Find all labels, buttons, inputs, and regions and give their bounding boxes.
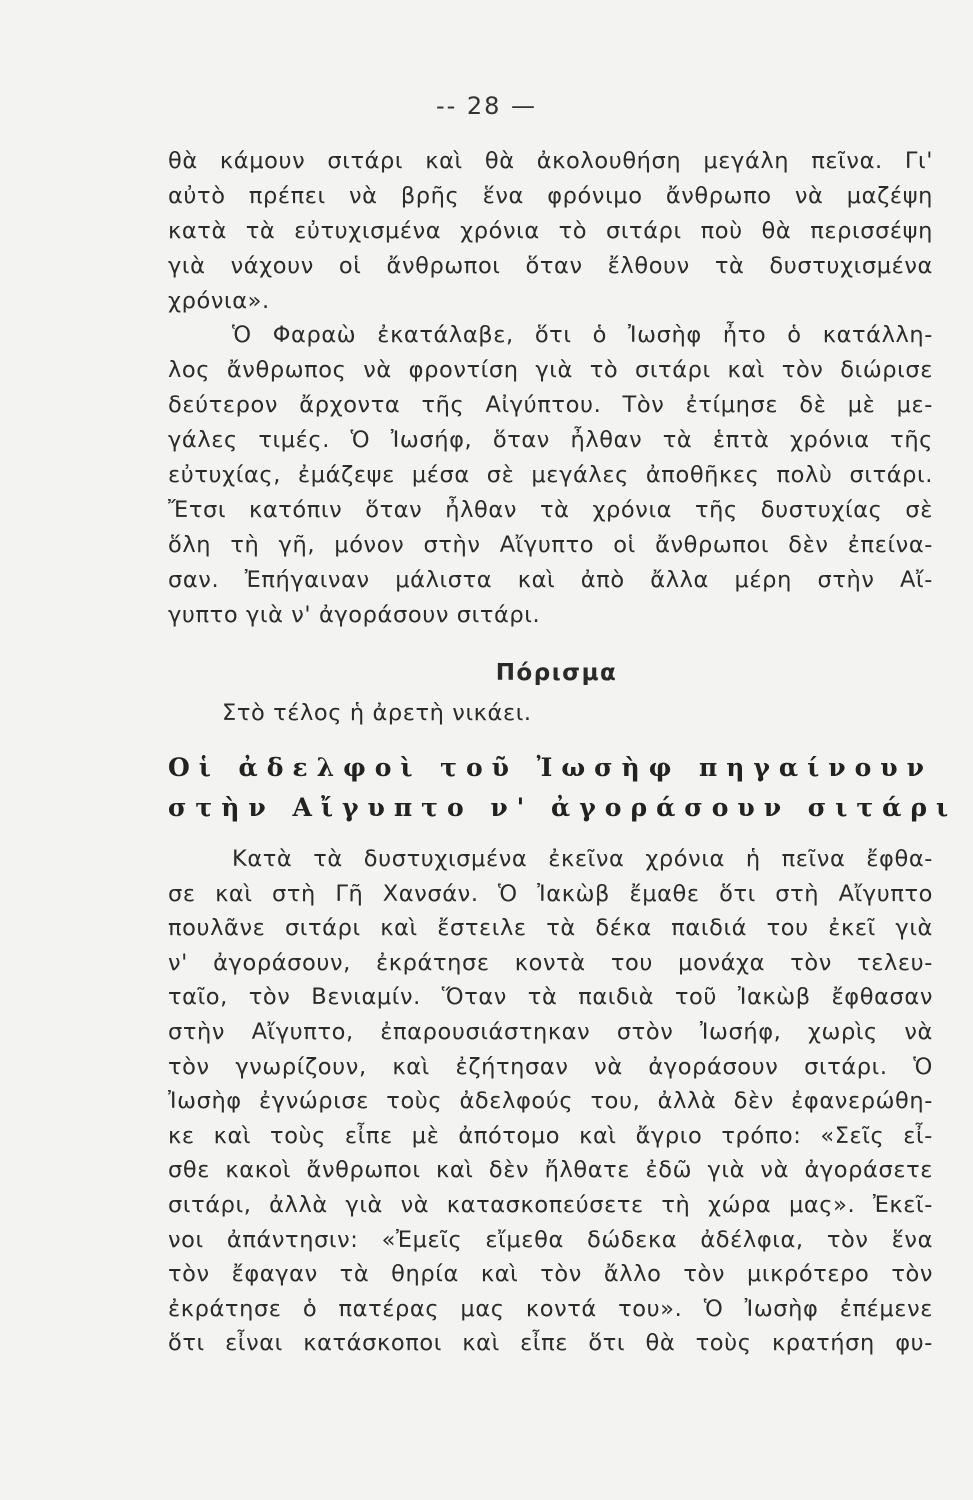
text-line: σαν. Ἐπήγαιναν μάλιστα καὶ ἀπὸ ἄλλα μέρη στὴν Αἴ-	[168, 567, 933, 593]
text-line: σε καὶ στὴ Γῆ Χανσάν. Ὁ Ἰακὼβ ἔμαθε ὅτι στὴ Αἴγυπτο	[168, 880, 933, 907]
text-line: λος ἄνθρωπος νὰ φροντίση γιὰ τὸ σιτάρι καὶ τὸν διώρισε	[168, 357, 933, 383]
paragraph-continuation	[168, 144, 933, 319]
text-line: ὅλη τὴ γῆ, μόνον στὴν Αἴγυπτο οἱ ἄνθρωποι δὲν ἐπείνα-	[168, 532, 933, 558]
text-line: σιτάρι, ἀλλὰ γιὰ νὰ κατασκοπεύσετε τὴ χώρα μας». Ἐκεῖ-	[168, 1191, 933, 1218]
text-line: γάλες τιμές. Ὁ Ἰωσήφ, ὅταν ἦλθαν τὰ ἑπτὰ χρόνια τῆς	[168, 427, 933, 453]
text-line: αὐτὸ πρέπει νὰ βρῆς ἕνα φρόνιμο ἄνθρωπο νὰ μαζέψη	[168, 183, 933, 209]
paragraph-brothers	[168, 842, 933, 1361]
text-line: κατὰ τὰ εὐτυχισμένα χρόνια τὸ σιτάρι ποὺ θὰ περισσέψη	[168, 218, 933, 244]
paragraph-pharaoh	[168, 318, 933, 633]
text-line: ἐκράτησε ὁ πατέρας μας κοντά του». Ὁ Ἰωσὴφ ἐπέμενε	[168, 1295, 933, 1322]
text-line: πουλᾶνε σιτάρι καὶ ἔστειλε τὰ δέκα παιδιά του ἐκεῖ γιὰ	[168, 915, 933, 942]
text-line: εὐτυχίας, ἐμάζεψε μέσα σὲ μεγάλες ἀποθῆκες πολὺ σιτάρι.	[168, 462, 933, 488]
text-line: Ἰωσὴφ ἐγνώρισε τοὺς ἀδελφούς του, ἀλλὰ δὲν ἐφανερώθη-	[168, 1088, 933, 1115]
text-line: ὅτι εἶναι κατάσκοποι καὶ εἶπε ὅτι θὰ τοὺς κρατήση φυ-	[168, 1330, 933, 1357]
text-line: γυπτο γιὰ ν' ἀγοράσουν σιτάρι.	[168, 602, 541, 628]
text-line: χρόνια».	[168, 288, 270, 314]
text-line: ν' ἀγοράσουν, ἐκράτησε κοντὰ του μονάχα τὸν τελευ-	[168, 949, 933, 976]
text-line: τὸν ἔφαγαν τὰ θηρία καὶ τὸν ἄλλο τὸν μικρότερο τὸν	[168, 1261, 933, 1288]
text-line: νοι ἀπάντησιν: «Ἐμεῖς εἴμεθα δώδεκα ἀδέλφια, τὸν ἕνα	[168, 1226, 933, 1253]
text-line: Ὁ Φαραὼ ἐκατάλαβε, ὅτι ὁ Ἰωσὴφ ἦτο ὁ κατάλλη-	[232, 322, 933, 348]
text-line: σθε κακοὶ ἄνθρωποι καὶ δὲν ἤλθατε ἐδῶ γιὰ νὰ ἀγοράσετε	[168, 1157, 933, 1184]
section-title-line: Οἱ ἀδελφοὶ τοῦ Ἰωσὴφ πηγαίνουν	[168, 753, 933, 782]
text-line: κε καὶ τοὺς εἶπε μὲ ἀπότομο καὶ ἄγριο τρόπο: «Σεῖς εἶ-	[168, 1122, 933, 1149]
text-line: θὰ κάμουν σιτάρι καὶ θὰ ἀκολουθήση μεγάλη πεῖνα. Γι'	[168, 148, 933, 174]
text-line: Κατὰ τὰ δυστυχισμένα ἐκεῖνα χρόνια ἡ πεῖνα ἔφθα-	[232, 846, 933, 872]
section-title-line: στὴν Αἴγυπτο ν' ἀγοράσουν σιτάρι	[168, 793, 958, 822]
text-line: γιὰ νάχουν οἱ ἄνθρωποι ὅταν ἔλθουν τὰ δυστυχισμένα	[168, 253, 933, 279]
text-line: ταῖο, τὸν Βενιαμίν. Ὅταν τὰ παιδιὰ τοῦ Ἰακὼβ ἔφθασαν	[168, 984, 933, 1011]
moral-line: Στὸ τέλος ἡ ἀρετὴ νικάει.	[222, 700, 532, 726]
page-number: -- 28 —	[435, 92, 538, 120]
text-line: στὴν Αἴγυπτο, ἐπαρουσιάστηκαν στὸν Ἰωσήφ, χωρὶς νὰ	[168, 1018, 933, 1045]
text-line: δεύτερον ἄρχοντα τῆς Αἰγύπτου. Τὸν ἐτίμησε δὲ μὲ με-	[168, 392, 933, 418]
text-line: Ἔτσι κατόπιν ὅταν ἦλθαν τὰ χρόνια τῆς δυστυχίας σὲ	[168, 497, 933, 523]
section-title	[168, 748, 958, 828]
text-line: τὸν γνωρίζουν, καὶ ἐζήτησαν νὰ ἀγοράσουν σιτάρι. Ὁ	[168, 1053, 933, 1080]
corollary-heading: Πόρισμα	[495, 660, 618, 686]
